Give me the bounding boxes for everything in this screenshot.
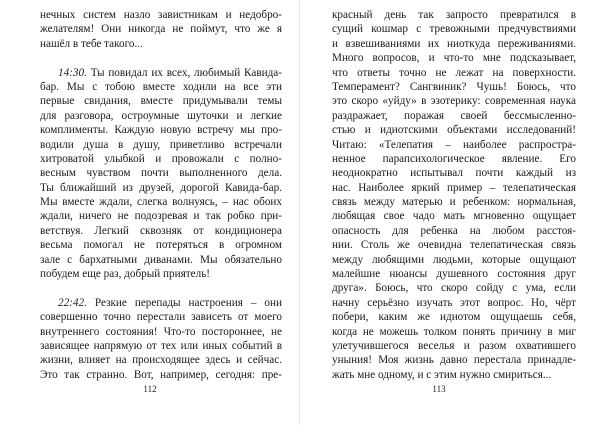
entry-timestamp: 14:30. xyxy=(58,66,87,79)
entry-first-text: Резкие перепады настроения – они xyxy=(86,296,282,309)
text-line: когда не можешь толком понять причину в миг xyxy=(332,325,576,338)
text-line: начну серьёзно изучать этот вопрос. Но, чёрт xyxy=(332,296,576,309)
text-line: между любящими людьми, которые ощущают xyxy=(332,253,576,266)
text-line: раздражает, поражая своей бессмысленно- xyxy=(332,109,576,122)
text-line: жать мне одному, и с этим нужно смириться... xyxy=(332,368,552,381)
text-line: связь между матерью и ребенком: нормальная, xyxy=(332,196,576,209)
text-line: ветствуя. Легкий сквозняк от кондиционера xyxy=(40,224,282,237)
text-line: Мы вместе ждали, слегка волнуясь, – нас обоих xyxy=(40,196,282,209)
text-line: побери, каким же идиотом ощущаешь себя, xyxy=(332,311,576,324)
right-page xyxy=(300,0,600,425)
text-line: малейшие нюансы душевного состояния друг xyxy=(332,268,576,281)
text-line: красный день так запросто превратился в xyxy=(332,9,576,21)
entry-first-text: Ты повидал их всех, любимый Кавида- xyxy=(86,66,282,79)
text-line: внутреннего состояния! Что-то постороннее, не xyxy=(40,325,282,338)
entry-first-line xyxy=(40,66,282,80)
page-number-right: 113 xyxy=(432,384,446,394)
entry-timestamp: 22:42. xyxy=(58,296,87,309)
entry-first-line xyxy=(40,296,282,310)
text-line: Много вопросов, и что-то мне подсказывает, xyxy=(332,52,576,65)
text-line: что ответы точно не лежат на поверхности. xyxy=(332,66,576,79)
text-line: это скоро «уйду» в эзотерику: современная наука xyxy=(332,95,576,108)
text-line: неоднократно испытывал почти каждый из xyxy=(332,167,576,180)
text-line: сущий кошмар с тревожными предчувствиями xyxy=(332,23,576,36)
diary-entry-2242 xyxy=(40,296,282,382)
text-line: желателям! Они никогда не поймут, что же я xyxy=(40,23,282,36)
text-line: и взвешиваниями их ниоткуда переживаниями. xyxy=(332,37,576,50)
text-line: весьма помогал не потеряться в огромном xyxy=(40,239,282,252)
diary-entry-1430 xyxy=(40,66,282,282)
text-line: бар. Мы с тобою вместе ходили на все эти xyxy=(40,80,282,93)
text-line: Читаю: «Телепатия – наиболее распростра- xyxy=(332,138,576,151)
text-line: для разговора, остроумные шуточки и легкие xyxy=(40,109,282,122)
text-line: нечных систем назло завистникам и недобро- xyxy=(40,9,282,21)
text-line: нашёл в тебе такого... xyxy=(40,37,143,50)
text-line: нас. Наиболее яркий пример – телепатическая xyxy=(332,181,576,194)
text-line: стью и идиотскими объектами исследований! xyxy=(332,124,576,137)
right-text-block xyxy=(332,8,576,382)
text-line: комплименты. Каждую новую встречу мы про- xyxy=(40,124,282,137)
text-line: Темперамент? Сангвиник? Чушь! Боюсь, что xyxy=(332,80,576,93)
text-line: ждали, ничего не подозревая и так робко при- xyxy=(40,210,282,223)
text-line: жизни, влияет на происходящее здесь и сейчас. xyxy=(40,354,282,367)
text-line: Это так странно. Вот, например, сегодня: пре- xyxy=(40,368,282,381)
text-line: совершенно точно перестали зависеть от моего xyxy=(40,311,282,324)
text-line: Ты ближайший из друзей, дорогой Кавида-бар. xyxy=(40,181,282,194)
left-block-1 xyxy=(40,8,282,51)
text-line: весным чувством почти выполненного дела. xyxy=(40,167,282,180)
text-line: зависящее напрямую от тех или иных событий в xyxy=(40,339,282,352)
text-line: опасность для ребенка на любом расстоя- xyxy=(332,224,576,237)
text-line: уныния! Моя жизнь давно перестала принадле- xyxy=(332,354,576,367)
text-line: нии. Столь же очевидна телепатическая связь xyxy=(332,239,576,252)
text-line: зале с бархатными диванами. Мы обязательно xyxy=(40,253,282,266)
text-line: друга». Боюсь, что скоро сойду с ума, если xyxy=(332,282,576,295)
text-line: любящая свое чадо мать мгновенно ощущает xyxy=(332,210,576,223)
text-line: ненное парапсихологическое явление. Его xyxy=(332,152,576,165)
text-line: хитроватой улыбкой и провожали с полно- xyxy=(40,152,282,165)
text-line: побудем еще раз, добрый приятель! xyxy=(40,268,211,281)
text-line: водили душа в душу, приветливо встречали xyxy=(40,138,282,151)
page-number-left: 112 xyxy=(143,384,157,394)
text-line: улетучившегося веселья и разом охватившего xyxy=(332,339,576,352)
text-line: первые свидания, вместе придумывали темы xyxy=(40,95,282,108)
